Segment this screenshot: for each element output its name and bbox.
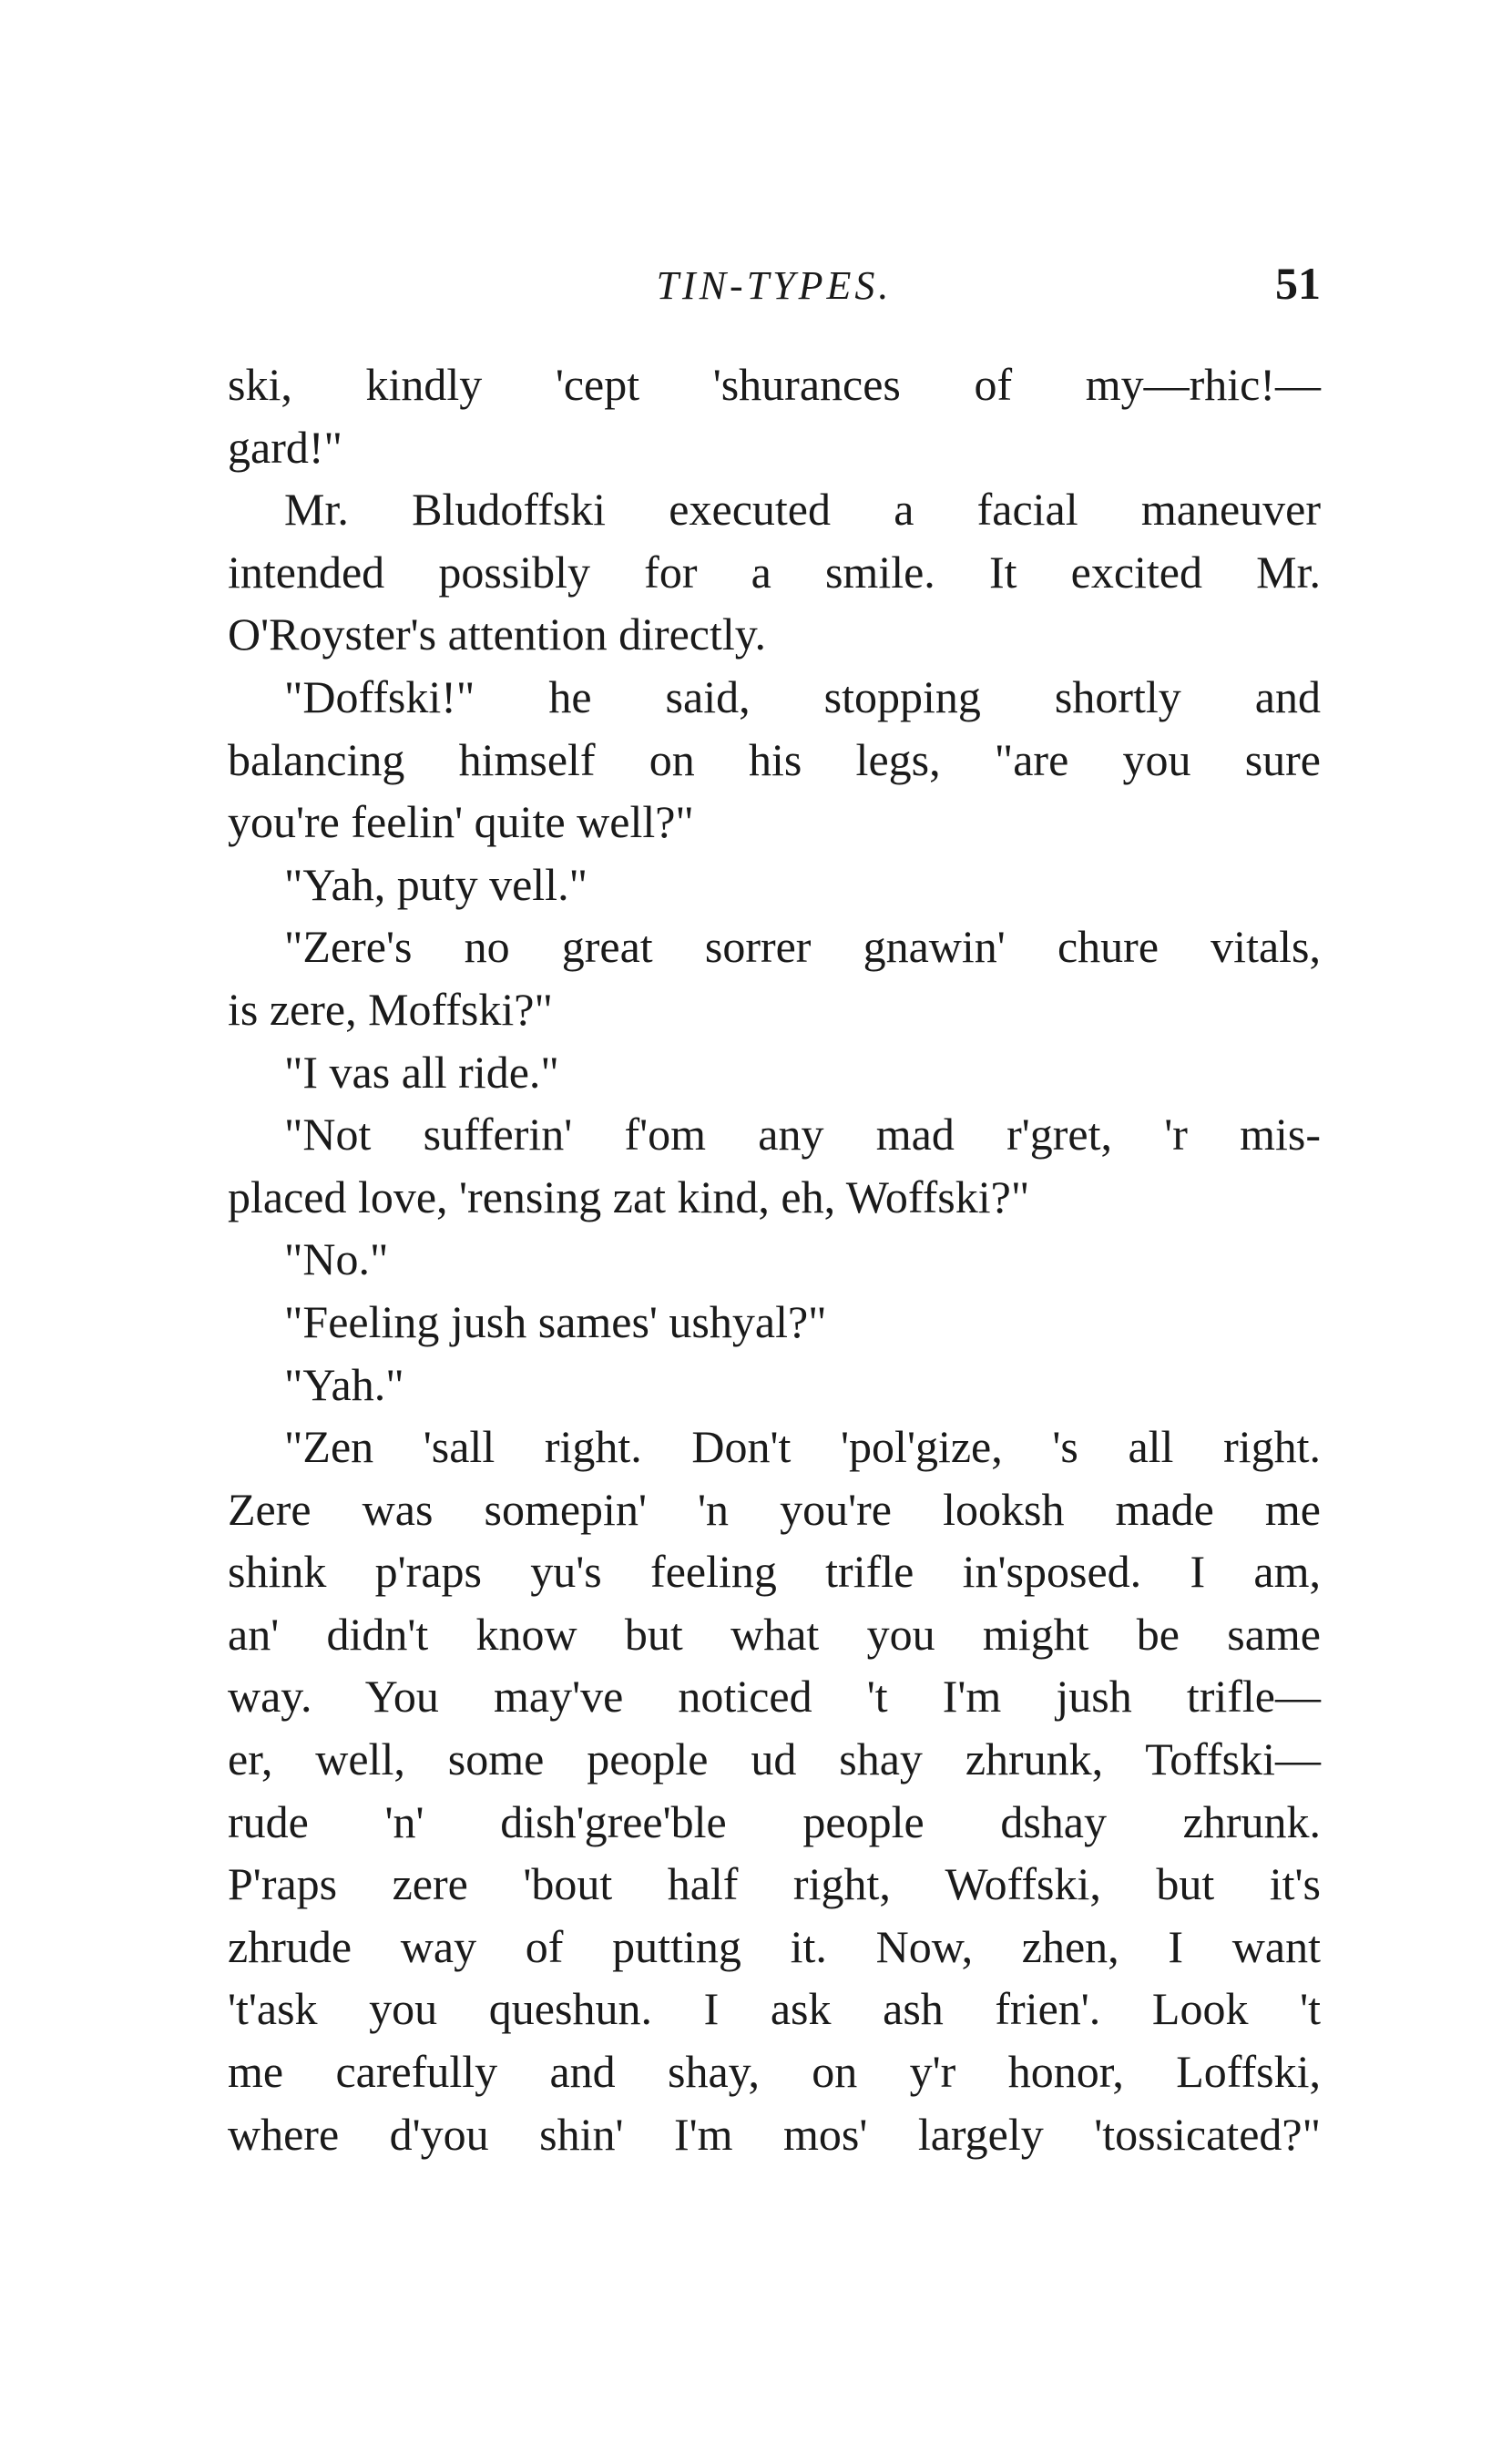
text-line: where d'you shin' I'm mos' largely 'tossicated?" <box>228 2108 1321 2160</box>
text-line: an' didn't know but what you might be same <box>228 1608 1321 1660</box>
text-line: "I vas all ride." <box>284 1046 559 1098</box>
text-line: "Feeling jush sames' ushyal?" <box>284 1295 827 1347</box>
page-header <box>228 253 1321 326</box>
text-line: gard!" <box>228 421 342 473</box>
text-line: "Yah, puty vell." <box>284 858 587 910</box>
text-line: Mr. Bludoffski executed a facial maneuver <box>284 484 1321 536</box>
text-line: rude 'n' dish'gree'ble people dshay zhrunk. <box>228 1795 1321 1847</box>
text-line: you're feelin' quite well?" <box>228 796 694 848</box>
text-line: "No." <box>284 1233 389 1285</box>
text-line: "Yah." <box>284 1358 404 1410</box>
text-line: me carefully and shay, on y'r honor, Loffski, <box>228 2046 1321 2098</box>
text-line: way. You may've noticed 't I'm jush trifle— <box>228 1671 1321 1723</box>
page-number: 51 <box>1275 258 1321 309</box>
text-line: P'raps zere 'bout half right, Woffski, but it's <box>228 1858 1321 1910</box>
text-line: er, well, some people ud shay zhrunk, Toffski— <box>228 1733 1321 1785</box>
text-line: intended possibly for a smile. It excited Mr. <box>228 546 1321 598</box>
body-text <box>228 353 1321 2165</box>
text-line: "Doffski!" he said, stopping shortly and <box>284 670 1321 722</box>
text-line: "Zere's no great sorrer gnawin' chure vitals, <box>284 921 1321 973</box>
text-line: 't'ask you queshun. I ask ash frien'. Look 't <box>228 1983 1321 2035</box>
text-line: shink p'raps yu's feeling trifle in'sposed. I am, <box>228 1546 1321 1598</box>
text-line: placed love, 'rensing zat kind, eh, Woffski?" <box>228 1171 1030 1222</box>
text-line: "Not sufferin' f'om any mad r'gret, 'r mis- <box>284 1109 1321 1161</box>
text-line: is zere, Moffski?" <box>228 983 553 1035</box>
text-line: "Zen 'sall right. Don't 'pol'gize, 's all right. <box>284 1421 1321 1473</box>
text-line: O'Royster's attention directly. <box>228 608 767 660</box>
running-title: TIN-TYPES. <box>656 263 893 308</box>
text-line: zhrude way of putting it. Now, zhen, I want <box>228 1920 1321 1972</box>
text-line: balancing himself on his legs, "are you sure <box>228 733 1321 785</box>
text-line: Zere was somepin' 'n you're looksh made me <box>228 1483 1321 1535</box>
text-line: ski, kindly 'cept 'shurances of my—rhic!— <box>228 359 1321 410</box>
